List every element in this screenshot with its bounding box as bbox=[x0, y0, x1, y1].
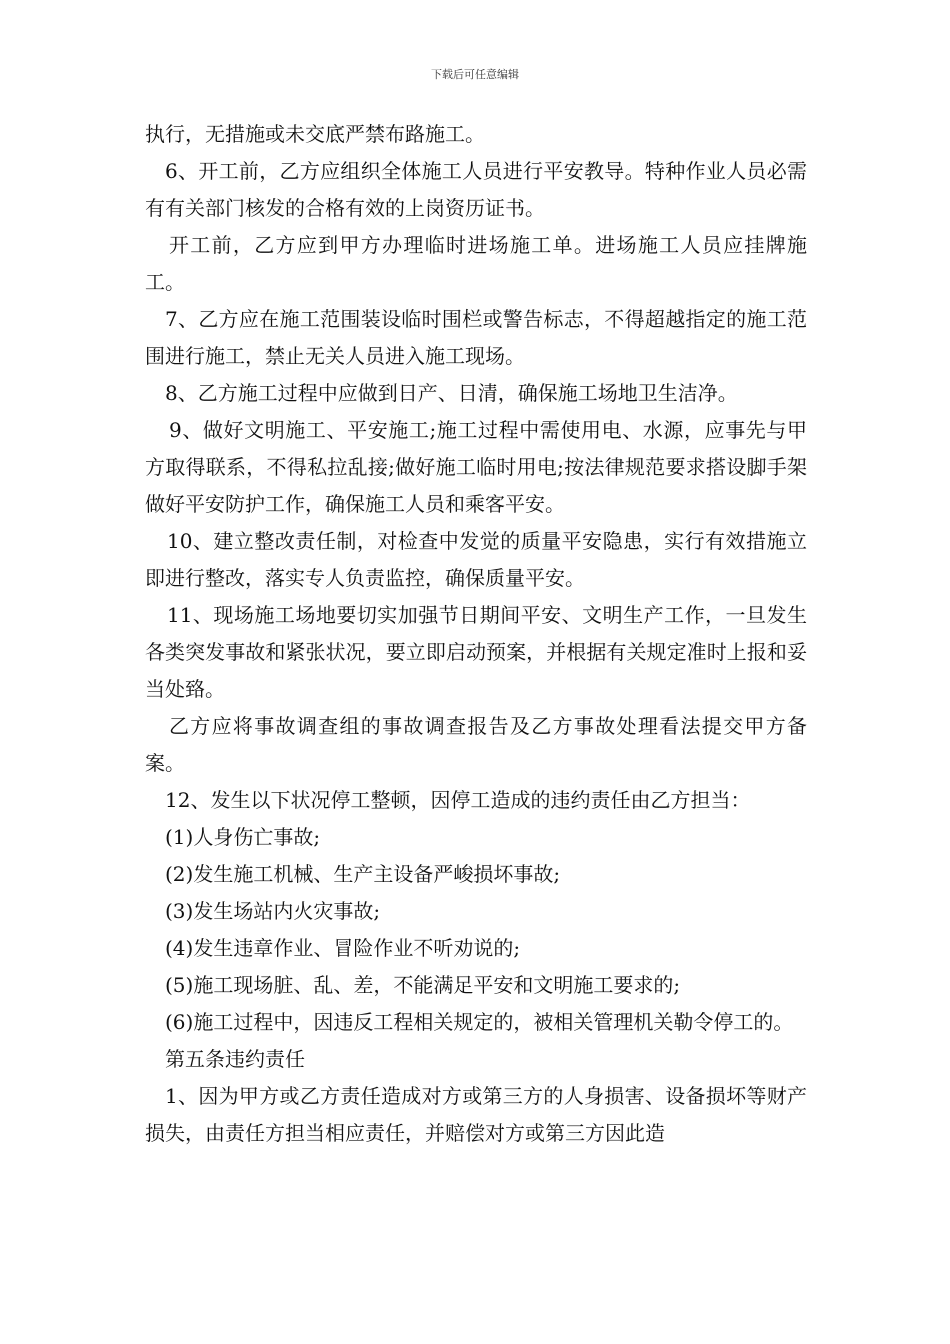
paragraph-item-12: 12、发生以下状况停工整顿，因停工造成的违约责任由乙方担当： bbox=[165, 788, 751, 812]
paragraph-item-7: 7、乙方应在施工范围装设临时围栏或警告标志，不得超越指定的施工范围进行施工，禁止无关人员进入施工现场。 bbox=[145, 307, 807, 368]
list-item-6: (6)施工过程中，因违反工程相关规定的，被相关管理机关勒令停工的。 bbox=[165, 1010, 794, 1034]
section-heading-article-5: 第五条违约责任 bbox=[165, 1047, 305, 1071]
list-item-1: (1)人身伤亡事故; bbox=[165, 825, 321, 849]
paragraph-accident-report: 乙方应将事故调查组的事故调查报告及乙方事故处理看法提交甲方备案。 bbox=[145, 714, 807, 775]
paragraph-item-11: 11、现场施工场地要切实加强节日期间平安、文明生产工作，一旦发生各类突发事故和紧张状况，要立即启动预案，并根据有关规定准时上报和妥当处臵。 bbox=[145, 603, 807, 701]
list-item-5: (5)施工现场脏、乱、差，不能满足平安和文明施工要求的; bbox=[165, 973, 681, 997]
paragraph-item-9: 9、做好文明施工、平安施工;施工过程中需使用电、水源，应事先与甲方取得联系，不得私拉乱接;做好施工临时用电;按法律规范要求搭设脚手架做好平安防护工作，确保施工人员和乘客平安。 bbox=[145, 418, 807, 516]
page-header: 下载后可任意编辑 bbox=[431, 68, 519, 81]
paragraph-entry-notice: 开工前，乙方应到甲方办理临时进场施工单。进场施工人员应挂牌施工。 bbox=[145, 233, 807, 294]
list-item-4: (4)发生违章作业、冒险作业不听劝说的; bbox=[165, 936, 521, 960]
paragraph-item-8: 8、乙方施工过程中应做到日产、日清，确保施工场地卫生洁净。 bbox=[165, 381, 738, 405]
paragraph-liability-1: 1、因为甲方或乙方责任造成对方或第三方的人身损害、设备损坏等财产损失，由责任方担当相应责任，并赔偿对方或第三方因此造 bbox=[145, 1084, 807, 1145]
list-item-2: (2)发生施工机械、生产主设备严峻损坏事故; bbox=[165, 862, 561, 886]
paragraph-item-10: 10、建立整改责任制，对检查中发觉的质量平安隐患，实行有效措施立即进行整改，落实专人负责监控，确保质量平安。 bbox=[145, 529, 807, 590]
list-item-3: (3)发生场站内火灾事故; bbox=[165, 899, 381, 923]
document-body bbox=[145, 116, 807, 1152]
paragraph-item-6: 6、开工前，乙方应组织全体施工人员进行平安教导。特种作业人员必需有有关部门核发的合格有效的上岗资历证书。 bbox=[145, 159, 807, 220]
paragraph-continuation: 执行，无措施或未交底严禁布路施工。 bbox=[145, 122, 485, 146]
